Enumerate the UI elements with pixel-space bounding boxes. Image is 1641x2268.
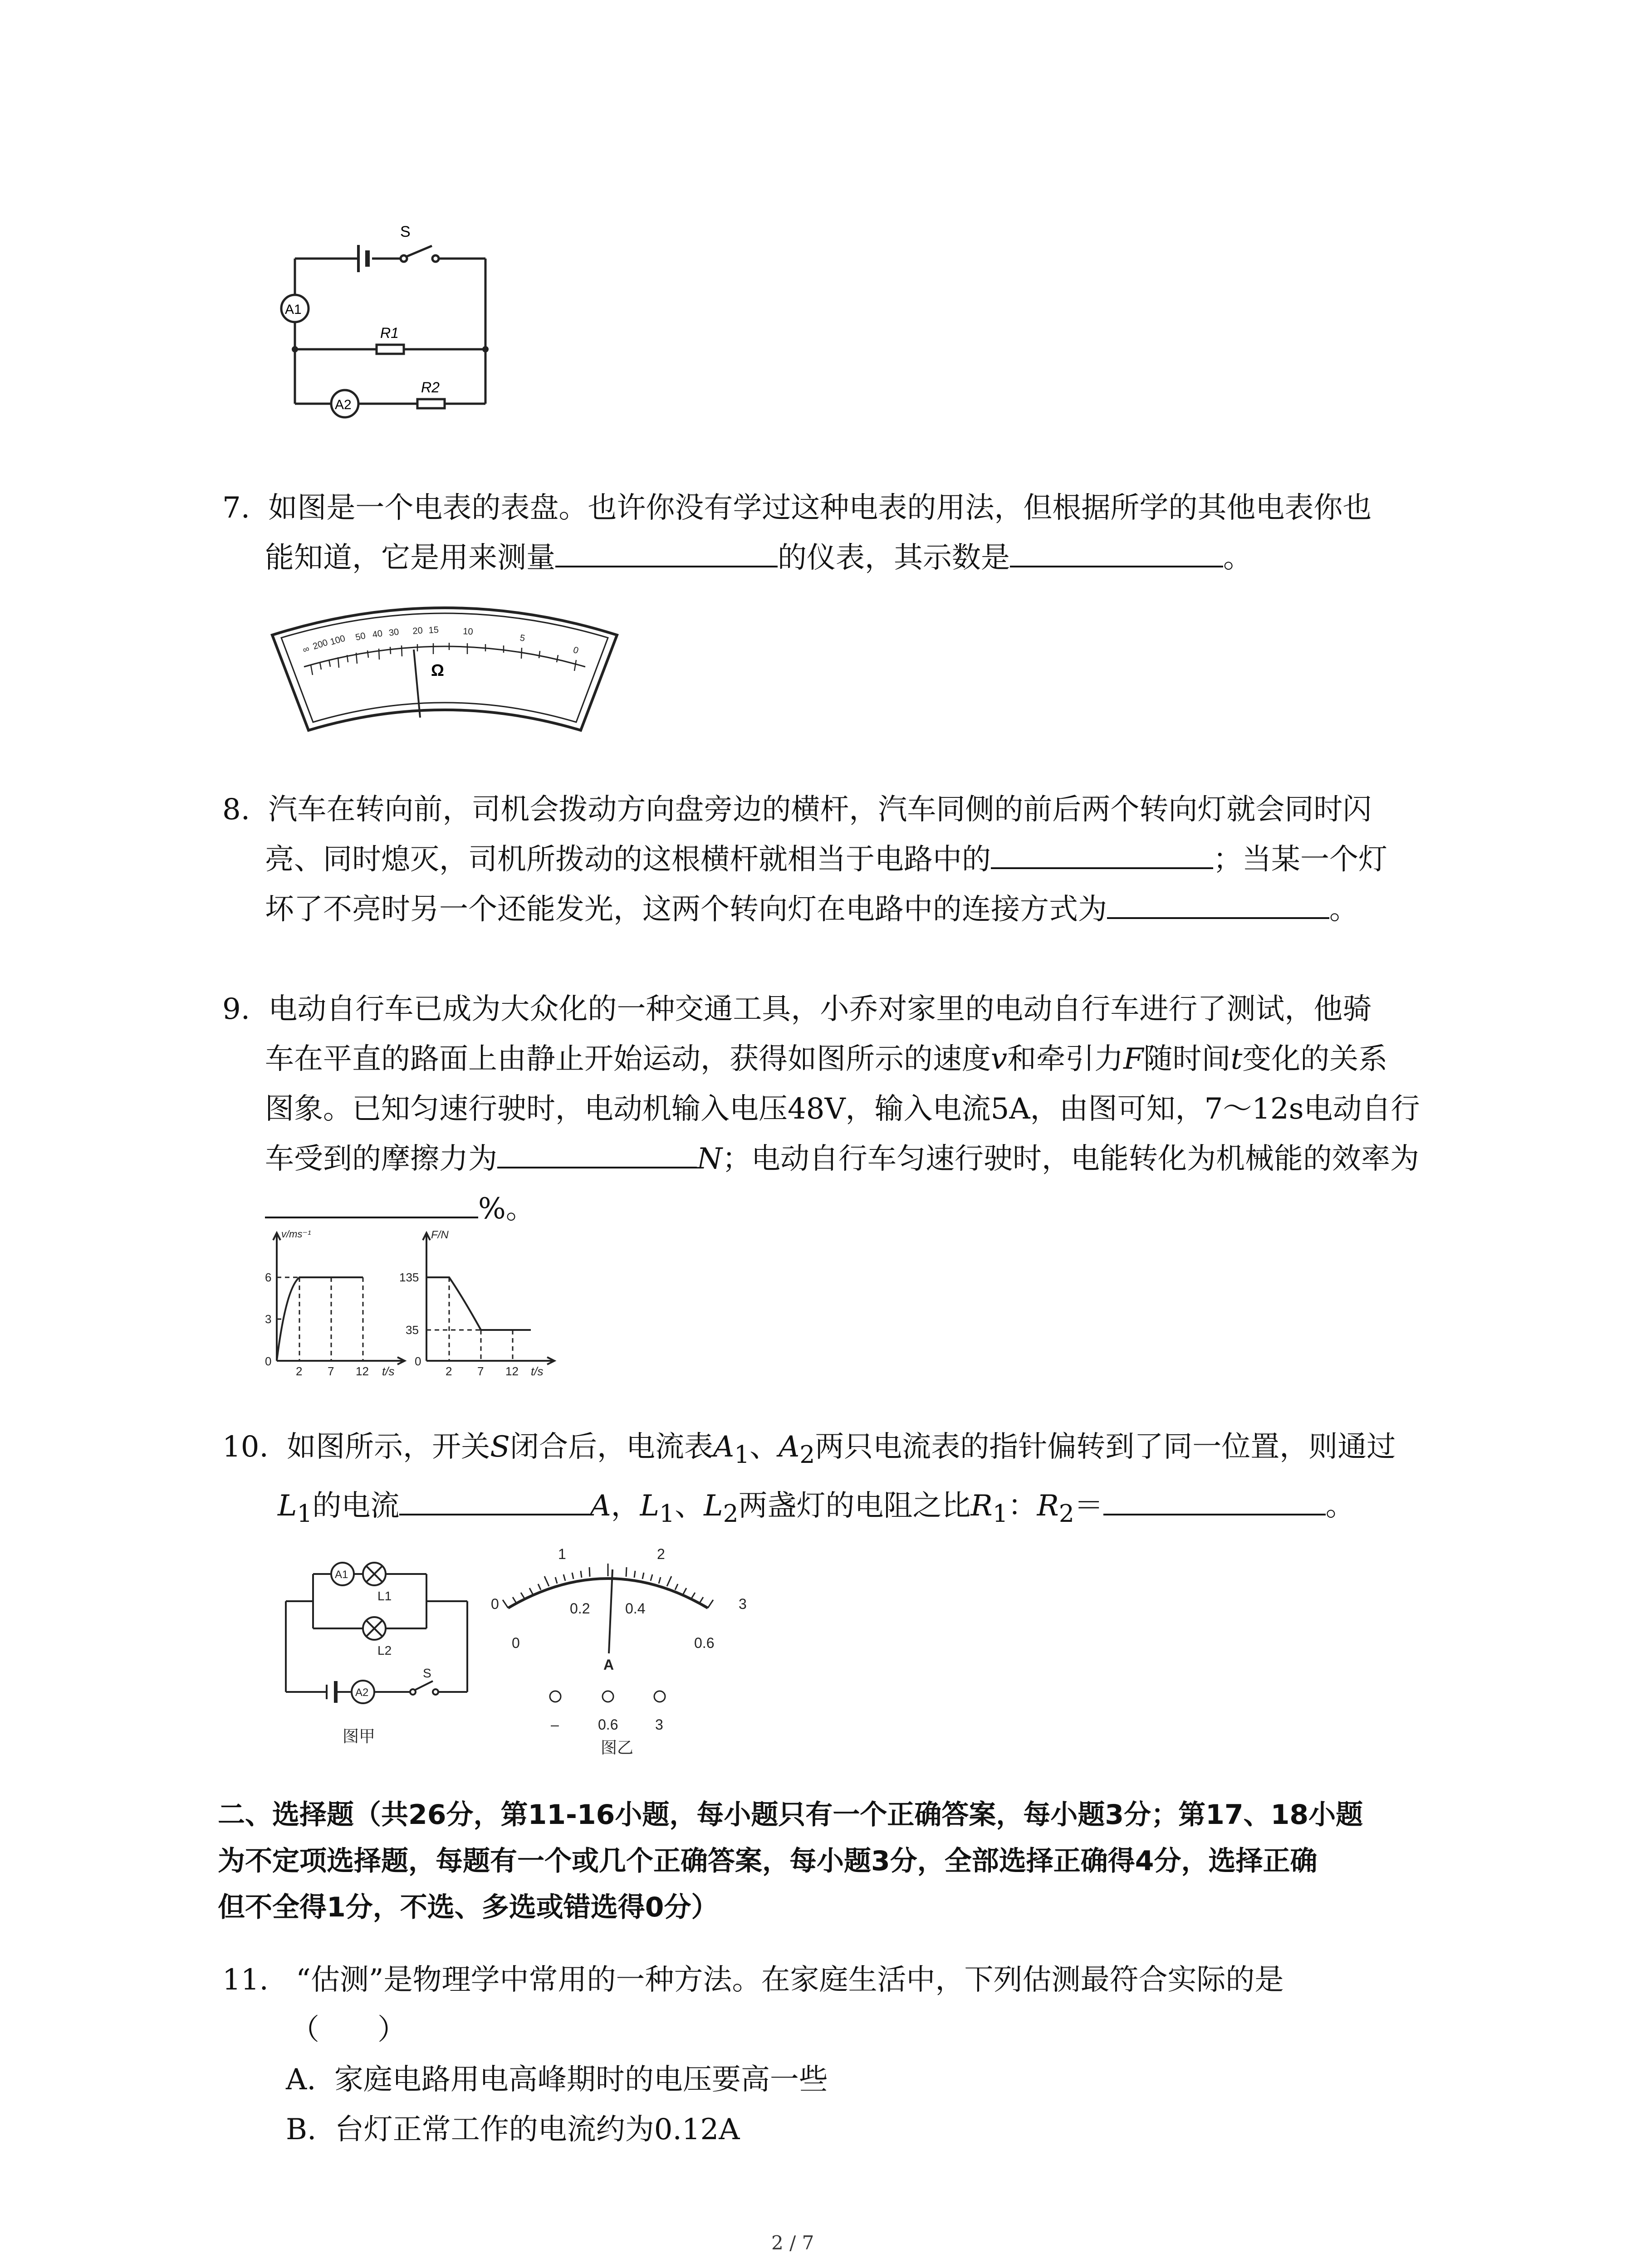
graph-xtick: 12 (505, 1364, 519, 1378)
switch-label: S (423, 1666, 431, 1680)
figure-caption: 图甲 (343, 1727, 376, 1746)
graph-ytick: 3 (265, 1312, 272, 1326)
graph-ytick: 0 (265, 1354, 272, 1368)
dial-tick-label: 30 (388, 627, 400, 638)
answer-blank[interactable] (399, 1482, 590, 1515)
answer-blank[interactable] (555, 534, 778, 567)
velocity-time-graph (263, 1225, 417, 1379)
graph-xlabel: t/s (382, 1364, 395, 1378)
lower-scale-label: 0.2 (570, 1600, 590, 1617)
question-number: 7. (222, 491, 250, 525)
upper-scale-label: 1 (558, 1546, 566, 1562)
dial-needle (609, 1569, 612, 1653)
answer-blank[interactable] (497, 1135, 697, 1168)
circuit-diagram-fig-a (277, 1556, 485, 1755)
lamp-l1-label: L1 (377, 1589, 392, 1603)
upper-scale-label: 2 (657, 1546, 665, 1562)
ohmmeter-dial (268, 599, 622, 739)
graph-ylabel: v/ms⁻¹ (281, 1228, 311, 1240)
terminal-label: 3 (655, 1716, 663, 1733)
figure-caption: 图乙 (601, 1739, 634, 1757)
answer-blank[interactable] (991, 836, 1213, 869)
dial-tick-label: 15 (428, 625, 439, 635)
ammeter-a2-label: A2 (355, 1686, 369, 1699)
graph-xtick: 7 (328, 1364, 334, 1378)
graph-ytick: 35 (406, 1323, 419, 1337)
dial-unit: Ω (431, 661, 444, 679)
graph-xtick: 7 (477, 1364, 484, 1378)
graph-xtick: 12 (356, 1364, 369, 1378)
option-b[interactable]: B. 台灯正常工作的电流约为0.12A (286, 2113, 740, 2146)
question-text: 如图是一个电表的表盘。也许你没有学过这种电表的用法，但根据所学的其他电表你也 (268, 491, 1372, 525)
ammeter-2-label: A2 (335, 397, 352, 412)
resistor-2-label: R2 (421, 379, 440, 396)
lower-scale-label: 0.4 (625, 1600, 646, 1617)
graph-xtick: 2 (296, 1364, 303, 1378)
answer-blank[interactable] (265, 1185, 478, 1218)
lower-scale-label: 0.6 (694, 1635, 715, 1651)
lower-scale-label: 0 (512, 1635, 520, 1651)
option-a[interactable]: A. 家庭电路用电高峰期时的电压要高一些 (286, 2063, 828, 2097)
graph-ytick: 0 (415, 1354, 421, 1368)
dial-tick-label: 5 (519, 633, 526, 644)
answer-parentheses[interactable]: （ ） (290, 2013, 407, 2047)
dial-tick-label: 20 (412, 626, 423, 636)
upper-scale-label: 3 (739, 1596, 747, 1612)
resistor-1-label: R1 (380, 325, 399, 341)
ammeter-dial-fig-b (481, 1540, 762, 1758)
dial-tick-label: 40 (372, 628, 383, 640)
graph-ylabel: F/N (431, 1229, 449, 1241)
terminal-label: 0.6 (598, 1716, 618, 1733)
graph-ytick: 135 (399, 1271, 419, 1284)
terminal-label: – (551, 1716, 559, 1733)
graph-xlabel: t/s (531, 1364, 544, 1378)
ammeter-1-label: A1 (285, 302, 302, 317)
question-number: 11. (222, 1963, 269, 1997)
page-number: 2 / 7 (771, 2232, 814, 2254)
answer-blank[interactable] (1103, 1482, 1326, 1515)
force-time-graph (395, 1225, 567, 1379)
upper-scale-label: 0 (491, 1596, 499, 1612)
question-number: 9. (222, 992, 250, 1026)
switch-label: S (400, 223, 411, 240)
dial-tick-label: 100 (329, 633, 347, 647)
dial-tick-label: 10 (462, 626, 474, 637)
graph-ytick: 6 (265, 1271, 272, 1284)
dial-tick-label: 0 (572, 645, 580, 656)
dial-tick-label: 50 (354, 631, 367, 643)
ammeter-a1-label: A1 (335, 1569, 348, 1581)
question-number: 8. (222, 793, 250, 826)
graph-xtick: 2 (446, 1364, 452, 1378)
dial-tick-label: ∞ (301, 644, 311, 655)
lamp-l2-label: L2 (377, 1643, 392, 1657)
answer-blank[interactable] (1107, 885, 1329, 919)
dial-unit: A (603, 1657, 614, 1673)
question-number: 10. (222, 1430, 269, 1464)
dial-tick-label: 200 (311, 637, 329, 652)
answer-blank[interactable] (1010, 534, 1223, 567)
circuit-diagram-top (268, 213, 540, 422)
